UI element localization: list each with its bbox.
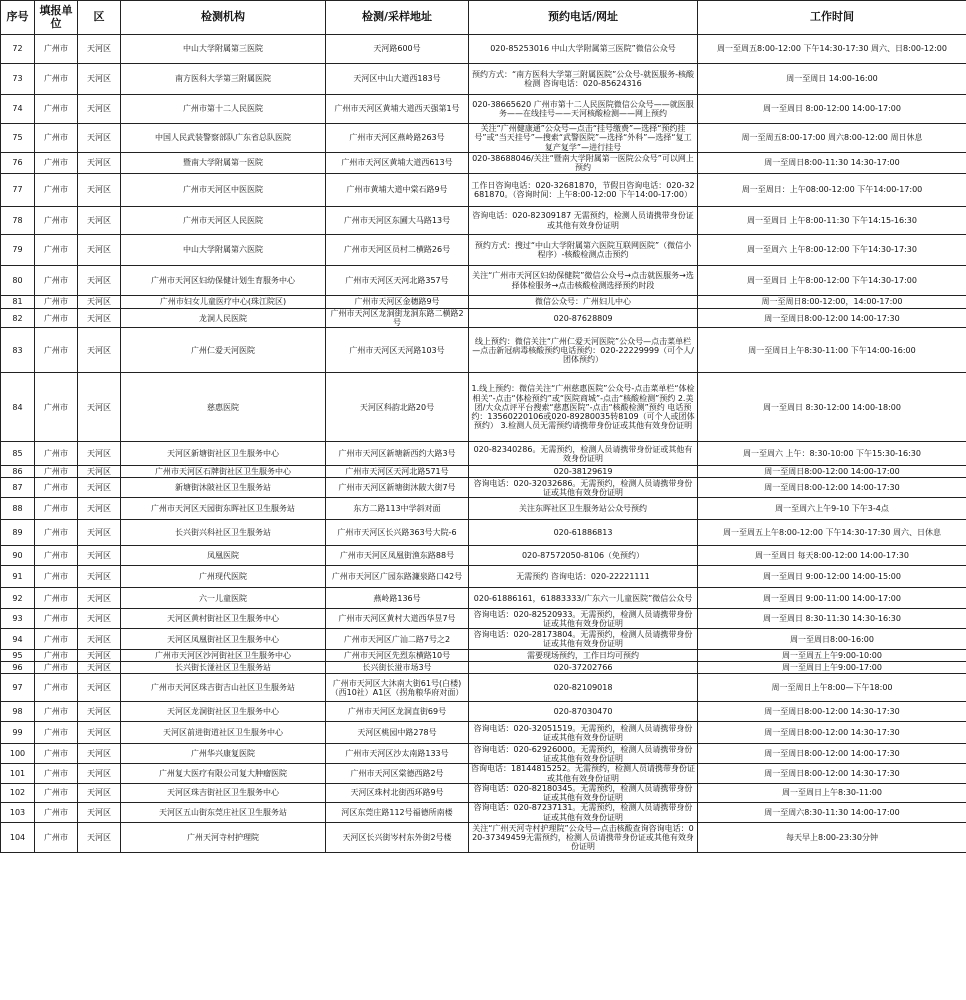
cell-contact: 线上预约：微信关注“广州仁爱天河医院”公众号—点击菜单栏—点击新冠病毒核酸预约电话预约：020-22229999（可个人/团体预约） (469, 328, 698, 373)
table-row (1, 328, 966, 373)
cell-contact: 无需预约 咨询电话：020-22221111 (469, 566, 698, 588)
table-row (1, 373, 966, 442)
cell-no: 84 (1, 373, 35, 442)
table-row (1, 95, 966, 124)
header-district: 区 (78, 1, 121, 35)
table-row (1, 478, 966, 498)
cell-org: 天河区五山街东莞庄社区卫生服务站 (121, 803, 326, 823)
cell-contact: 关注“广州天河寺村护理院”公众号—点击核酸查询咨询电话：020-37349459无需预约，检测人员请携带身份证或其他有效身份证明 (469, 823, 698, 853)
cell-contact: 020-38688046/关注“暨南大学附属第一医院公众号”可以网上预约 (469, 153, 698, 174)
cell-unit: 广州市 (35, 764, 78, 783)
cell-hours: 周一至周日上午8:00—下午18:00 (698, 674, 966, 702)
cell-contact: 020-82109018 (469, 674, 698, 702)
cell-address: 广州市天河区天河路103号 (326, 328, 469, 373)
cell-district: 天河区 (78, 744, 121, 764)
cell-no: 104 (1, 823, 35, 853)
cell-contact: 咨询电话：020-28173804。无需预约，检测人员请携带身份证或其他有效身份证明 (469, 629, 698, 650)
cell-address: 广州市天河区东圃大马路13号 (326, 207, 469, 235)
header-address: 检测/采样地址 (326, 1, 469, 35)
table-row (1, 207, 966, 235)
table-body (1, 35, 966, 853)
cell-hours: 周一至周日 8:30-11:30 14:30-16:30 (698, 609, 966, 629)
cell-unit: 广州市 (35, 722, 78, 744)
cell-district: 天河区 (78, 266, 121, 296)
cell-address: 天河区长兴街岑村东外街2号楼 (326, 823, 469, 853)
cell-hours: 周一至周日 9:00-11:00 14:00-17:00 (698, 588, 966, 609)
cell-hours: 周一至周日上午8:30-11:00 下午14:00-16:00 (698, 328, 966, 373)
cell-org: 中山大学附属第三医院 (121, 35, 326, 64)
cell-address: 广州市天河区龙洞直街69号 (326, 702, 469, 722)
cell-no: 89 (1, 520, 35, 546)
cell-contact: 020-38129619 (469, 466, 698, 478)
cell-org: 慈惠医院 (121, 373, 326, 442)
cell-org: 广州市妇女儿童医疗中心(珠江院区) (121, 296, 326, 309)
cell-address: 广州市天河区棠德西路2号 (326, 764, 469, 783)
cell-hours: 周一至周日8:00-11:30 14:30-17:00 (698, 153, 966, 174)
cell-no: 90 (1, 546, 35, 566)
cell-no: 102 (1, 783, 35, 802)
cell-contact: 020-61886161，61883333/广东六一儿童医院”微信公众号 (469, 588, 698, 609)
table-row (1, 722, 966, 744)
cell-district: 天河区 (78, 764, 121, 783)
cell-unit: 广州市 (35, 466, 78, 478)
cell-hours: 周一至周日8:00-16:00 (698, 629, 966, 650)
table-row (1, 153, 966, 174)
header-hours: 工作时间 (698, 1, 966, 35)
cell-org: 长兴街长湴社区卫生服务站 (121, 662, 326, 674)
table-row (1, 803, 966, 823)
cell-district: 天河区 (78, 702, 121, 722)
cell-hours: 周一至周日8:00-12:00 14:00-17:30 (698, 309, 966, 328)
cell-org: 广州华兴康复医院 (121, 744, 326, 764)
cell-address: 广州市天河区黄埔大道西613号 (326, 153, 469, 174)
cell-hours: 周一至周六8:30-11:30 14:00-17:00 (698, 803, 966, 823)
cell-no: 82 (1, 309, 35, 328)
cell-no: 95 (1, 650, 35, 662)
cell-unit: 广州市 (35, 442, 78, 466)
cell-hours: 周一至周日上午8:30-11:00 (698, 783, 966, 802)
cell-contact: 预约方式：搜过“中山大学附属第六医院互联网医院”（微信小程序）-核酸检测点击预约 (469, 235, 698, 266)
cell-contact: 咨询电话：020-82520933。无需预约，检测人员请携带身份证或其他有效身份证明 (469, 609, 698, 629)
table-row (1, 35, 966, 64)
cell-contact: 020-38665620 广州市第十二人民医院微信公众号——就医服务——在线挂号——天河核酸检测——网上预约 (469, 95, 698, 124)
cell-district: 天河区 (78, 629, 121, 650)
cell-district: 天河区 (78, 566, 121, 588)
table-row (1, 498, 966, 520)
cell-contact: 020-87572050-8106（免预约） (469, 546, 698, 566)
cell-org: 长兴街兴科社区卫生服务站 (121, 520, 326, 546)
cell-org: 天河区新塘街社区卫生服务中心 (121, 442, 326, 466)
cell-address: 广州市天河区大沐南大街61号(白楼)（西10社）A1区（拐角粮华府对面） (326, 674, 469, 702)
cell-address: 广州市天河区长兴路363号大院-6 (326, 520, 469, 546)
cell-district: 天河区 (78, 498, 121, 520)
cell-hours: 周一至周日8:00-12:00 14:00-17:00 (698, 466, 966, 478)
cell-unit: 广州市 (35, 783, 78, 802)
cell-contact: 咨询电话：18144815252。无需预约，检测人员请携带身份证或其他有效身份证明 (469, 764, 698, 783)
cell-org: 中山大学附属第六医院 (121, 235, 326, 266)
cell-contact: 微信公众号：广州妇儿中心 (469, 296, 698, 309)
cell-unit: 广州市 (35, 95, 78, 124)
cell-district: 天河区 (78, 783, 121, 802)
header-row (1, 1, 966, 35)
cell-address: 广州市天河区先烈东横路10号 (326, 650, 469, 662)
cell-org: 南方医科大学第三附属医院 (121, 64, 326, 95)
cell-unit: 广州市 (35, 629, 78, 650)
cell-no: 93 (1, 609, 35, 629)
cell-org: 广州市天河区妇幼保健计划生育服务中心 (121, 266, 326, 296)
cell-org: 天河区凤凰街社区卫生服务中心 (121, 629, 326, 650)
table-row (1, 764, 966, 783)
cell-hours: 周一至周五8:00-12:00 下午14:30-17:30 周六、日8:00-12:00 (698, 35, 966, 64)
cell-hours: 周一至周日 每天8:00-12:00 14:00-17:30 (698, 546, 966, 566)
cell-unit: 广州市 (35, 702, 78, 722)
cell-unit: 广州市 (35, 546, 78, 566)
cell-address: 广州市天河区黄埔大道西天强第1号 (326, 95, 469, 124)
cell-district: 天河区 (78, 207, 121, 235)
cell-hours: 周一至周日8:00-12:00 14:00-17:30 (698, 744, 966, 764)
cell-district: 天河区 (78, 466, 121, 478)
cell-contact: 咨询电话：020-82180345。无需预约，检测人员请携带身份证或其他有效身份证明 (469, 783, 698, 802)
cell-contact: 020-82340286。无需预约，检测人员请携带身份证或其他有效身份证明 (469, 442, 698, 466)
cell-hours: 周一至周日上午9:00-17:00 (698, 662, 966, 674)
cell-no: 97 (1, 674, 35, 702)
cell-address: 广州市天河区龙洞街龙洞东路二横路2号 (326, 309, 469, 328)
cell-address: 广州市天河区燕岭路263号 (326, 124, 469, 153)
table-row (1, 546, 966, 566)
cell-no: 91 (1, 566, 35, 588)
cell-contact: 咨询电话：020-62926000。无需预约，检测人员请携带身份证或其他有效身份证明 (469, 744, 698, 764)
header-unit: 填报单位 (35, 1, 78, 35)
cell-no: 74 (1, 95, 35, 124)
cell-hours: 周一至周日8:00-12:00 14:00-17:30 (698, 478, 966, 498)
cell-district: 天河区 (78, 373, 121, 442)
cell-no: 100 (1, 744, 35, 764)
cell-district: 天河区 (78, 174, 121, 207)
cell-no: 99 (1, 722, 35, 744)
cell-district: 天河区 (78, 95, 121, 124)
cell-contact: 咨询电话：020-32051519。无需预约，检测人员请携带身份证或其他有效身份证明 (469, 722, 698, 744)
cell-unit: 广州市 (35, 566, 78, 588)
table-row (1, 674, 966, 702)
cell-unit: 广州市 (35, 64, 78, 95)
cell-hours: 周一至周五上午8:00-12:00 下午14:30-17:30 周六、日休息 (698, 520, 966, 546)
table-row (1, 266, 966, 296)
cell-district: 天河区 (78, 588, 121, 609)
table-row (1, 566, 966, 588)
cell-contact: 需要现场预约，工作日均可预约 (469, 650, 698, 662)
cell-unit: 广州市 (35, 588, 78, 609)
cell-district: 天河区 (78, 235, 121, 266)
cell-address: 广州市天河区新塘街沐陂大街7号 (326, 478, 469, 498)
table-row (1, 629, 966, 650)
table-row (1, 783, 966, 802)
cell-hours: 周一至周日8:00-12:00 14:30-17:30 (698, 702, 966, 722)
cell-hours: 周一至周五上午9:00-10:00 (698, 650, 966, 662)
cell-address: 天河路600号 (326, 35, 469, 64)
cell-district: 天河区 (78, 328, 121, 373)
cell-address: 长兴街长湴市场3号 (326, 662, 469, 674)
cell-org: 广州市天河区人民医院 (121, 207, 326, 235)
cell-contact: 工作日咨询电话：020-32681870，节假日咨询电话：020-32681870。（咨询时间：上午8:00-12:00 下午14:00-17:00） (469, 174, 698, 207)
cell-no: 98 (1, 702, 35, 722)
cell-address: 天河区中山大道西183号 (326, 64, 469, 95)
table-row (1, 650, 966, 662)
cell-unit: 广州市 (35, 823, 78, 853)
cell-no: 103 (1, 803, 35, 823)
cell-unit: 广州市 (35, 674, 78, 702)
cell-no: 101 (1, 764, 35, 783)
cell-contact: 关注“广州健康通”公众号—点击“挂号缴费”—选择“预约挂号”或“当天挂号”—搜索“武警医院”—选择“外科”—选择“复工复产复学”—进行挂号 (469, 124, 698, 153)
cell-hours: 每天早上8:00-23:30分钟 (698, 823, 966, 853)
cell-hours: 周一至周日 9:00-12:00 14:00-15:00 (698, 566, 966, 588)
cell-org: 广州复大医疗有限公司复大肿瘤医院 (121, 764, 326, 783)
cell-district: 天河区 (78, 823, 121, 853)
cell-no: 96 (1, 662, 35, 674)
cell-org: 广州市天河区石牌街社区卫生服务中心 (121, 466, 326, 478)
cell-org: 天河区珠吉街社区卫生服务中心 (121, 783, 326, 802)
cell-address: 燕岭路136号 (326, 588, 469, 609)
cell-hours: 周一至周日8:00-12:00 14:30-17:30 (698, 722, 966, 744)
table-row (1, 124, 966, 153)
cell-address: 广州市天河区金穗路9号 (326, 296, 469, 309)
cell-district: 天河区 (78, 520, 121, 546)
cell-contact: 预约方式：“南方医科大学第三附属医院”公众号-就医服务-核酸检测 咨询电话：020-85624316 (469, 64, 698, 95)
cell-no: 85 (1, 442, 35, 466)
cell-unit: 广州市 (35, 328, 78, 373)
cell-hours: 周一至周日：上午08:00-12:00 下午14:00-17:00 (698, 174, 966, 207)
cell-address: 河区东莞庄路112号福德所南楼 (326, 803, 469, 823)
cell-unit: 广州市 (35, 296, 78, 309)
cell-no: 77 (1, 174, 35, 207)
cell-district: 天河区 (78, 64, 121, 95)
cell-unit: 广州市 (35, 266, 78, 296)
cell-address: 广州市天河区新塘新西约大路3号 (326, 442, 469, 466)
cell-no: 78 (1, 207, 35, 235)
cell-contact: 020-85253016 中山大学附属第三医院”微信公众号 (469, 35, 698, 64)
cell-district: 天河区 (78, 124, 121, 153)
cell-no: 75 (1, 124, 35, 153)
cell-district: 天河区 (78, 442, 121, 466)
cell-org: 广州市天河区珠吉街吉山社区卫生服务站 (121, 674, 326, 702)
cell-unit: 广州市 (35, 174, 78, 207)
table-row (1, 296, 966, 309)
cell-org: 广州仁爱天河医院 (121, 328, 326, 373)
cell-address: 广州市天河区凤凰街渔东路88号 (326, 546, 469, 566)
cell-unit: 广州市 (35, 650, 78, 662)
cell-hours: 周一至周日 14:00-16:00 (698, 64, 966, 95)
cell-address: 天河区珠村北街西环路9号 (326, 783, 469, 802)
cell-contact: 咨询电话：020-32032686。无需预约，检测人员请携带身份证或其他有效身份证明 (469, 478, 698, 498)
cell-unit: 广州市 (35, 235, 78, 266)
cell-hours: 周一至周日 上午8:00-11:30 下午14:15-16:30 (698, 207, 966, 235)
cell-no: 81 (1, 296, 35, 309)
cell-org: 广州市天河区中医医院 (121, 174, 326, 207)
header-no: 序号 (1, 1, 35, 35)
cell-org: 天河区前进街道社区卫生服务中心 (121, 722, 326, 744)
cell-org: 广州市第十二人民医院 (121, 95, 326, 124)
cell-unit: 广州市 (35, 478, 78, 498)
cell-no: 79 (1, 235, 35, 266)
cell-unit: 广州市 (35, 498, 78, 520)
cell-address: 东方二路113中学斜对面 (326, 498, 469, 520)
cell-contact: 020-37202766 (469, 662, 698, 674)
header-contact: 预约电话/网址 (469, 1, 698, 35)
cell-address: 广州市天河区员村二横路26号 (326, 235, 469, 266)
cell-no: 73 (1, 64, 35, 95)
table-row (1, 520, 966, 546)
cell-org: 广州市天河区天园街东晖社区卫生服务站 (121, 498, 326, 520)
table-row (1, 823, 966, 853)
cell-unit: 广州市 (35, 153, 78, 174)
cell-address: 广州市天河区天河北路571号 (326, 466, 469, 478)
cell-hours: 周一至周日8:00-12:00，14:00-17:00 (698, 296, 966, 309)
cell-contact: 1.线上预约：微信关注“广州慈惠医院”公众号-点击菜单栏“体检相关”-点击“体检预约”或“医院商城”-点击“核酸检测”预约 2.美团/大众点评平台搜索“慈惠医院”-点击“核酸检测”预约 电话预约：13560220106或020-89280035转8109（可个人或团体预约） 3.检测人员无需预约请携带身份证或其他有效身份证明 (469, 373, 698, 442)
cell-address: 天河区科韵北路20号 (326, 373, 469, 442)
cell-unit: 广州市 (35, 373, 78, 442)
cell-hours: 周一至周日8:00-12:00 14:30-17:30 (698, 764, 966, 783)
cell-unit: 广州市 (35, 662, 78, 674)
cell-unit: 广州市 (35, 520, 78, 546)
cell-district: 天河区 (78, 722, 121, 744)
cell-no: 86 (1, 466, 35, 478)
cell-unit: 广州市 (35, 124, 78, 153)
cell-unit: 广州市 (35, 744, 78, 764)
cell-no: 76 (1, 153, 35, 174)
cell-address: 广州市天河区广园东路濂泉路口42号 (326, 566, 469, 588)
table-row (1, 235, 966, 266)
cell-hours: 周一至周日 上午8:00-12:00 下午14:30-17:00 (698, 266, 966, 296)
cell-district: 天河区 (78, 478, 121, 498)
cell-org: 广州现代医院 (121, 566, 326, 588)
cell-district: 天河区 (78, 650, 121, 662)
cell-hours: 周一至周日 8:30-12:00 14:00-18:00 (698, 373, 966, 442)
table-row (1, 309, 966, 328)
cell-district: 天河区 (78, 803, 121, 823)
cell-hours: 周一至周六 上午8:00-12:00 下午14:30-17:30 (698, 235, 966, 266)
table-row (1, 442, 966, 466)
cell-address: 广州市天河区广汕二路7号之2 (326, 629, 469, 650)
cell-org: 新塘街沐陂社区卫生服务站 (121, 478, 326, 498)
cell-org: 广州天河寺村护理院 (121, 823, 326, 853)
cell-hours: 周一至周日 8:00-12:00 14:00-17:00 (698, 95, 966, 124)
cell-no: 92 (1, 588, 35, 609)
cell-no: 80 (1, 266, 35, 296)
table-row (1, 174, 966, 207)
table-row (1, 588, 966, 609)
cell-hours: 周一至周六 上午：8:30-10:00 下午15:30-16:30 (698, 442, 966, 466)
cell-org: 广州市天河区沙河街社区卫生服务中心 (121, 650, 326, 662)
cell-district: 天河区 (78, 296, 121, 309)
cell-contact: 020-61886813 (469, 520, 698, 546)
table-row (1, 64, 966, 95)
cell-district: 天河区 (78, 662, 121, 674)
cell-no: 72 (1, 35, 35, 64)
cell-address: 广州市天河区黄村大道西华昱7号 (326, 609, 469, 629)
cell-no: 88 (1, 498, 35, 520)
cell-org: 中国人民武装警察部队广东省总队医院 (121, 124, 326, 153)
cell-no: 83 (1, 328, 35, 373)
cell-org: 龙洞人民医院 (121, 309, 326, 328)
cell-org: 六一儿童医院 (121, 588, 326, 609)
cell-contact: 关注东晖社区卫生服务站公众号预约 (469, 498, 698, 520)
cell-contact: 咨询电话：020-87237131。无需预约，检测人员请携带身份证或其他有效身份证明 (469, 803, 698, 823)
cell-district: 天河区 (78, 153, 121, 174)
cell-district: 天河区 (78, 546, 121, 566)
table-row (1, 466, 966, 478)
cell-unit: 广州市 (35, 803, 78, 823)
cell-address: 广州市天河区天河北路357号 (326, 266, 469, 296)
cell-address: 广州市黄埔大道中棠石路9号 (326, 174, 469, 207)
cell-org: 天河区黄村街社区卫生服务中心 (121, 609, 326, 629)
cell-district: 天河区 (78, 309, 121, 328)
cell-no: 87 (1, 478, 35, 498)
cell-contact: 020-87628809 (469, 309, 698, 328)
cell-org: 凤凰医院 (121, 546, 326, 566)
cell-contact: 关注“广州市天河区妇幼保健院”微信公众号→点击就医服务→选择体检服务→点击核酸检测选择预约时段 (469, 266, 698, 296)
cell-district: 天河区 (78, 35, 121, 64)
cell-no: 94 (1, 629, 35, 650)
cell-unit: 广州市 (35, 609, 78, 629)
cell-unit: 广州市 (35, 309, 78, 328)
cell-unit: 广州市 (35, 207, 78, 235)
cell-district: 天河区 (78, 674, 121, 702)
cell-hours: 周一至周六上午9-10 下午3-4点 (698, 498, 966, 520)
cell-hours: 周一至周五8:00-17:00 周六8:00-12:00 周日休息 (698, 124, 966, 153)
cell-district: 天河区 (78, 609, 121, 629)
cell-org: 暨南大学附属第一医院 (121, 153, 326, 174)
cell-org: 天河区龙洞街社区卫生服务中心 (121, 702, 326, 722)
cell-contact: 咨询电话：020-82309187 无需预约，检测人员请携带身份证或其他有效身份证明 (469, 207, 698, 235)
table-row (1, 662, 966, 674)
cell-contact: 020-87030470 (469, 702, 698, 722)
header-org: 检测机构 (121, 1, 326, 35)
table-row (1, 744, 966, 764)
cell-address: 天河区桃园中路278号 (326, 722, 469, 744)
cell-unit: 广州市 (35, 35, 78, 64)
table-row (1, 702, 966, 722)
cell-address: 广州市天河区沙太南路133号 (326, 744, 469, 764)
table-row (1, 609, 966, 629)
